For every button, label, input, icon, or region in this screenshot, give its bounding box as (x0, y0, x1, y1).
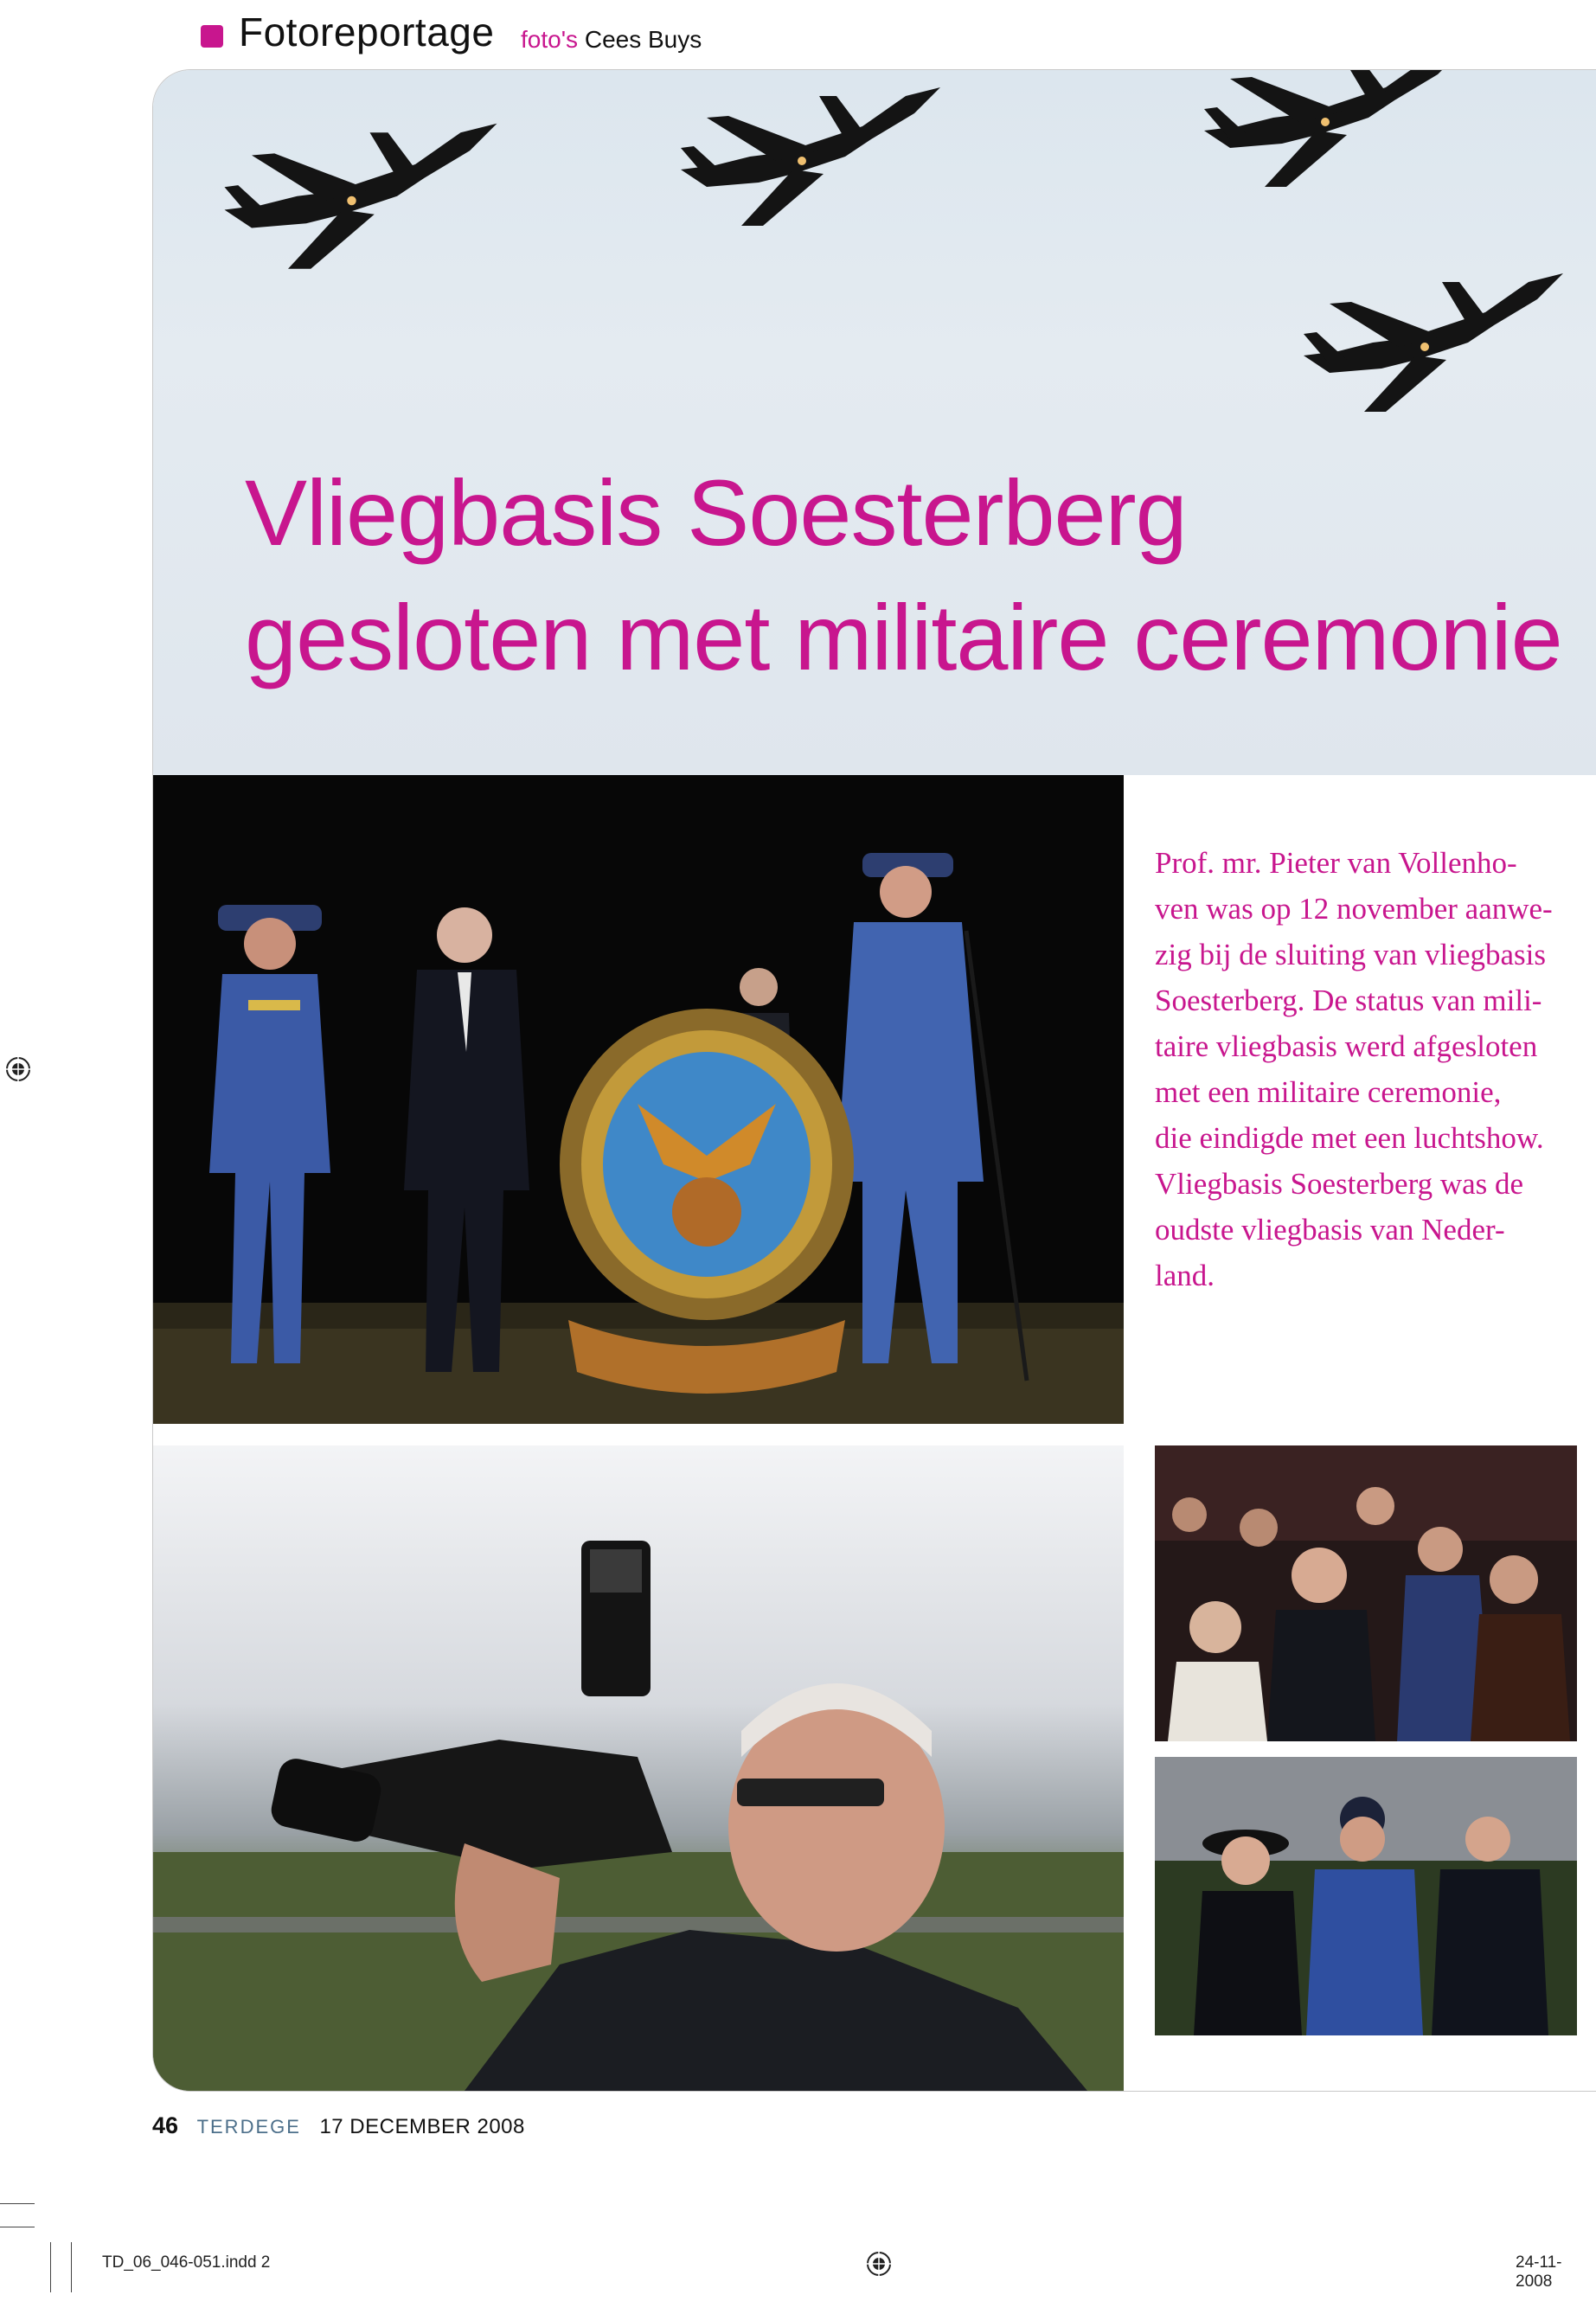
photo-caption (1155, 840, 1561, 1298)
crop-mark (71, 2242, 72, 2292)
dignitaries-photo (1155, 1757, 1577, 2035)
caption-line: oudste vliegbasis van Neder- (1155, 1213, 1505, 1247)
section-title: Fotoreportage (239, 10, 495, 54)
audience-photo (1155, 1445, 1577, 1741)
photo-credit (521, 26, 702, 54)
caption-line: die eindigde met een luchtshow. (1155, 1121, 1544, 1155)
fighter-jet (1204, 70, 1464, 187)
caption-line: ven was op 12 november aanwe- (1155, 892, 1553, 926)
page-footer (152, 2112, 525, 2139)
headline-line-1: Vliegbasis Soesterberg (245, 460, 1187, 565)
sky-photo (153, 70, 1596, 775)
page-number: 46 (152, 2112, 179, 2138)
fighter-jet (681, 87, 940, 226)
photographer-photo (153, 1445, 1124, 2091)
print-slug-date: 24-11-2008 (1516, 2253, 1562, 2291)
fighter-jet (225, 124, 497, 269)
photographer-scene (153, 1445, 1124, 2091)
caption-line: Soesterberg. De status van mili- (1155, 984, 1542, 1017)
caption-line: land. (1155, 1259, 1215, 1292)
fighter-jet (1304, 273, 1563, 412)
crop-mark (0, 2203, 35, 2204)
caption-line: taire vliegbasis werd afgesloten (1155, 1029, 1538, 1063)
registration-mark-icon (5, 1056, 31, 1082)
section-marker-icon (201, 25, 223, 48)
ceremony-photo (153, 775, 1124, 1424)
headline (245, 451, 1562, 700)
issue-date: 17 DECEMBER 2008 (319, 2115, 525, 2138)
photo-spread-frame (152, 69, 1596, 2092)
caption-line: Prof. mr. Pieter van Vollenho- (1155, 846, 1517, 880)
caption-line: met een militaire ceremonie, (1155, 1075, 1502, 1109)
registration-mark-icon (866, 2251, 892, 2277)
ceremony-scene (153, 775, 1124, 1424)
print-slug-file: TD_06_046-051.indd 2 (102, 2253, 271, 2272)
caption-line: zig bij de sluiting van vliegbasis (1155, 938, 1547, 971)
dignitaries-scene (1155, 1757, 1577, 2035)
caption-line: Vliegbasis Soesterberg was de (1155, 1167, 1524, 1201)
audience-scene (1155, 1445, 1577, 1741)
crop-mark (50, 2242, 51, 2292)
photo-credit-name: Cees Buys (584, 26, 702, 53)
magazine-name: TERDEGE (196, 2116, 301, 2138)
headline-line-2: gesloten met militaire ceremonie (245, 585, 1562, 689)
photo-credit-label: foto's (521, 26, 579, 53)
